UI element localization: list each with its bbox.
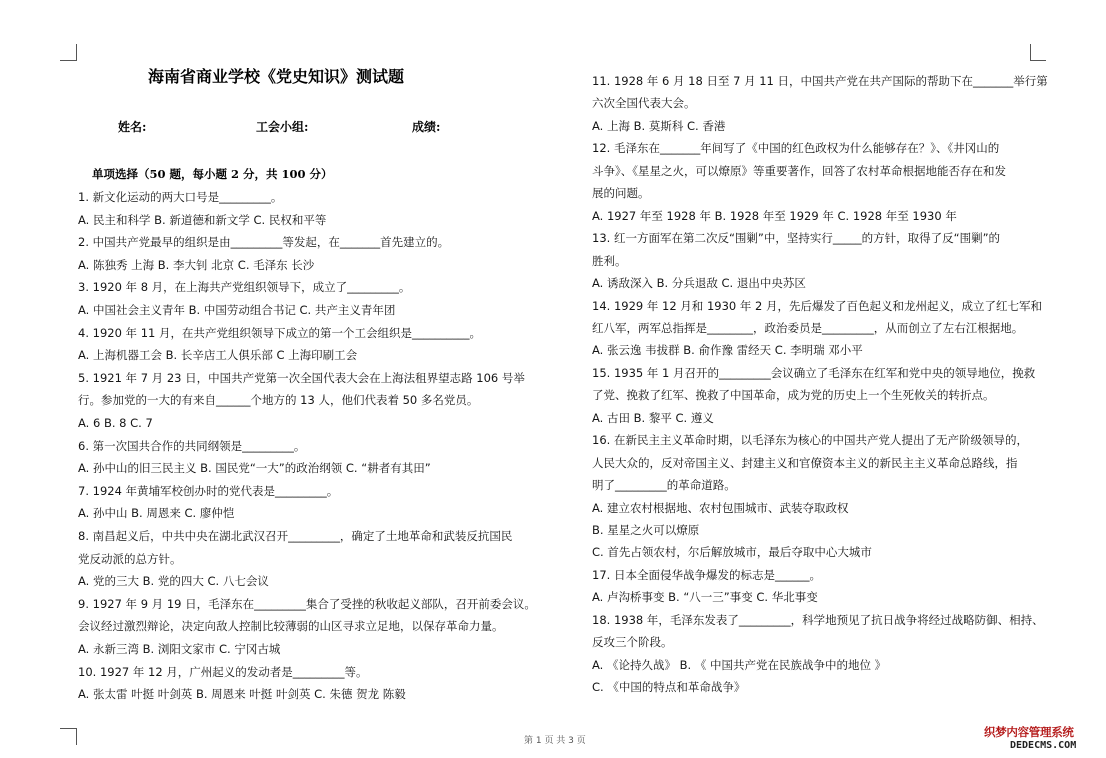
page-footer: 第 1 页 共 3 页: [524, 736, 586, 746]
question-line: A. 孙中山 B. 周恩来 C. 廖仲恺: [78, 506, 235, 521]
question-line: A. 6 B. 8 C. 7: [78, 416, 153, 430]
question-line: 10. 1927 年 12 月，广州起义的发动者是_________等。: [78, 664, 368, 679]
name-label: 姓名:: [118, 120, 147, 134]
question-line: 13. 红一方面军在第二次反“围剿”中，坚持实行_____的方针，取得了反“围剿”的: [592, 231, 1001, 246]
question-line: A. 上海 B. 莫斯科 C. 香港: [592, 118, 726, 133]
watermark-logo: [984, 724, 1102, 754]
question-line: B. 星星之火可以燎原: [592, 523, 700, 537]
question-line: 六次全国代表大会。: [592, 96, 696, 111]
question-line: A. 孙中山的旧三民主义 B. 国民党“一大”的政治纲领 C. “耕者有其田”: [78, 461, 431, 476]
crop-mark: [1030, 60, 1046, 61]
question-line: 7. 1924 年黄埔军校创办时的党代表是_________。: [78, 483, 339, 498]
question-line: C. 首先占领农村，尔后解放城市，最后夺取中心大城市: [592, 545, 872, 560]
question-line: 1. 新文化运动的两大口号是_________。: [78, 190, 283, 204]
question-line: 明了_________的革命道路。: [592, 478, 736, 493]
question-line: 17. 日本全面侵华战争爆发的标志是______。: [592, 567, 821, 582]
question-line: A. 1927 年至 1928 年 B. 1928 年至 1929 年 C. 1928 年至 1930 年: [592, 208, 957, 223]
question-line: 了党、挽救了红军、挽救了中国革命，成为党的历史上一个生死攸关的转折点。: [592, 388, 995, 403]
question-line: 16. 在新民主主义革命时期，以毛泽东为核心的中国共产党人提出了无产阶级领导的，: [592, 433, 1028, 448]
question-line: 胜利。: [592, 253, 627, 268]
question-line: 11. 1928 年 6 月 18 日至 7 月 11 日，中国共产党在共产国际的帮助下在_______举行第: [592, 74, 1048, 88]
watermark-text: 织梦内容管理系统: [984, 725, 1074, 739]
question-line: 3. 1920 年 8 月，在上海共产党组织领导下，成立了_________。: [78, 280, 411, 295]
question-line: A. 张太雷 叶挺 叶剑英 B. 周恩来 叶挺 叶剑英 C. 朱德 贺龙 陈毅: [78, 687, 406, 702]
crop-mark: [1030, 44, 1031, 61]
question-line: 12. 毛泽东在_______年间写了《中国的红色政权为什么能够存在？》、《井冈山的: [592, 141, 1000, 156]
question-line: 18. 1938 年，毛泽东发表了_________，科学地预见了抗日战争将经过战略防御、相持、: [592, 612, 1044, 627]
crop-mark: [60, 728, 76, 729]
question-line: 行。参加党的一大的有来自______个地方的 13 人，他们代表着 50 多名党员。: [78, 393, 479, 408]
question-line: A. 上海机器工会 B. 长辛店工人俱乐部 C 上海印刷工会: [78, 348, 358, 363]
question-line: 展的问题。: [592, 186, 650, 201]
question-line: 9. 1927 年 9 月 19 日，毛泽东在_________集合了受挫的秋收起义部队，召开前委会议。: [78, 596, 536, 611]
question-line: A. 中国社会主义青年 B. 中国劳动组合书记 C. 共产主义青年团: [78, 303, 396, 317]
question-line: A. 民主和科学 B. 新道德和新文学 C. 民权和平等: [78, 212, 327, 227]
section-title: 单项选择（50 题，每小题 2 分，共 100 分）: [92, 167, 333, 181]
question-line: A. 诱敌深入 B. 分兵退敌 C. 退出中央苏区: [592, 276, 806, 291]
question-line: 红八军，两军总指挥是________，政治委员是_________，从而创立了左右江根据地。: [592, 320, 1024, 335]
watermark-domain: DEDECMS.COM: [1010, 740, 1077, 751]
question-line: A. 永新三湾 B. 浏阳文家市 C. 宁冈古城: [78, 642, 281, 656]
question-line: A. 建立农村根据地、农村包围城市、武装夺取政权: [592, 500, 849, 515]
crop-mark: [76, 728, 77, 745]
crop-mark: [76, 44, 77, 61]
question-line: 人民大众的，反对帝国主义、封建主义和官僚资本主义的新民主主义革命总路线，指: [592, 455, 1018, 470]
group-label: 工会小组:: [256, 120, 309, 134]
question-line: C. 《中国的特点和革命战争》: [592, 680, 746, 695]
question-line: 6. 第一次国共合作的共同纲领是_________。: [78, 438, 306, 453]
question-line: A. 《论持久战》 B. 《 中国共产党在民族战争中的地位 》: [592, 657, 887, 672]
question-line: 斗争》、《星星之火，可以燎原》等重要著作，回答了农村革命根据地能否存在和发: [592, 163, 1006, 178]
question-line: 5. 1921 年 7 月 23 日，中国共产党第一次全国代表大会在上海法租界望志路 106 号举: [78, 370, 525, 385]
page-title: 海南省商业学校《党史知识》测试题: [148, 67, 405, 86]
question-line: 会议经过激烈辩论，决定向敌人控制比较薄弱的山区寻求立足地，以保存革命力量。: [78, 619, 504, 634]
question-line: A. 卢沟桥事变 B. “八一三”事变 C. 华北事变: [592, 590, 818, 605]
question-line: 8. 南昌起义后，中共中央在湖北武汉召开_________，确定了土地革命和武装反抗国民: [78, 529, 513, 543]
question-line: A. 张云逸 韦拔群 B. 俞作豫 雷经天 C. 李明瑞 邓小平: [592, 343, 863, 358]
question-line: 反攻三个阶段。: [592, 635, 673, 650]
question-line: 党反动派的总方针。: [78, 551, 182, 566]
crop-mark: [60, 60, 76, 61]
question-line: 4. 1920 年 11 月，在共产党组织领导下成立的第一个工会组织是__________。: [78, 325, 481, 340]
question-line: A. 古田 B. 黎平 C. 遵义: [592, 410, 714, 425]
score-label: 成绩:: [412, 120, 441, 134]
question-line: A. 陈独秀 上海 B. 李大钊 北京 C. 毛泽东 长沙: [78, 257, 315, 272]
question-line: A. 党的三大 B. 党的四大 C. 八七会议: [78, 574, 269, 589]
question-line: 15. 1935 年 1 月召开的_________会议确立了毛泽东在红军和党中央的领导地位，挽救: [592, 365, 1036, 380]
question-line: 2. 中国共产党最早的组织是由_________等发起，在_______首先建立的。: [78, 235, 450, 250]
question-line: 14. 1929 年 12 月和 1930 年 2 月，先后爆发了百色起义和龙州起义，成立了红七军和: [592, 298, 1043, 313]
